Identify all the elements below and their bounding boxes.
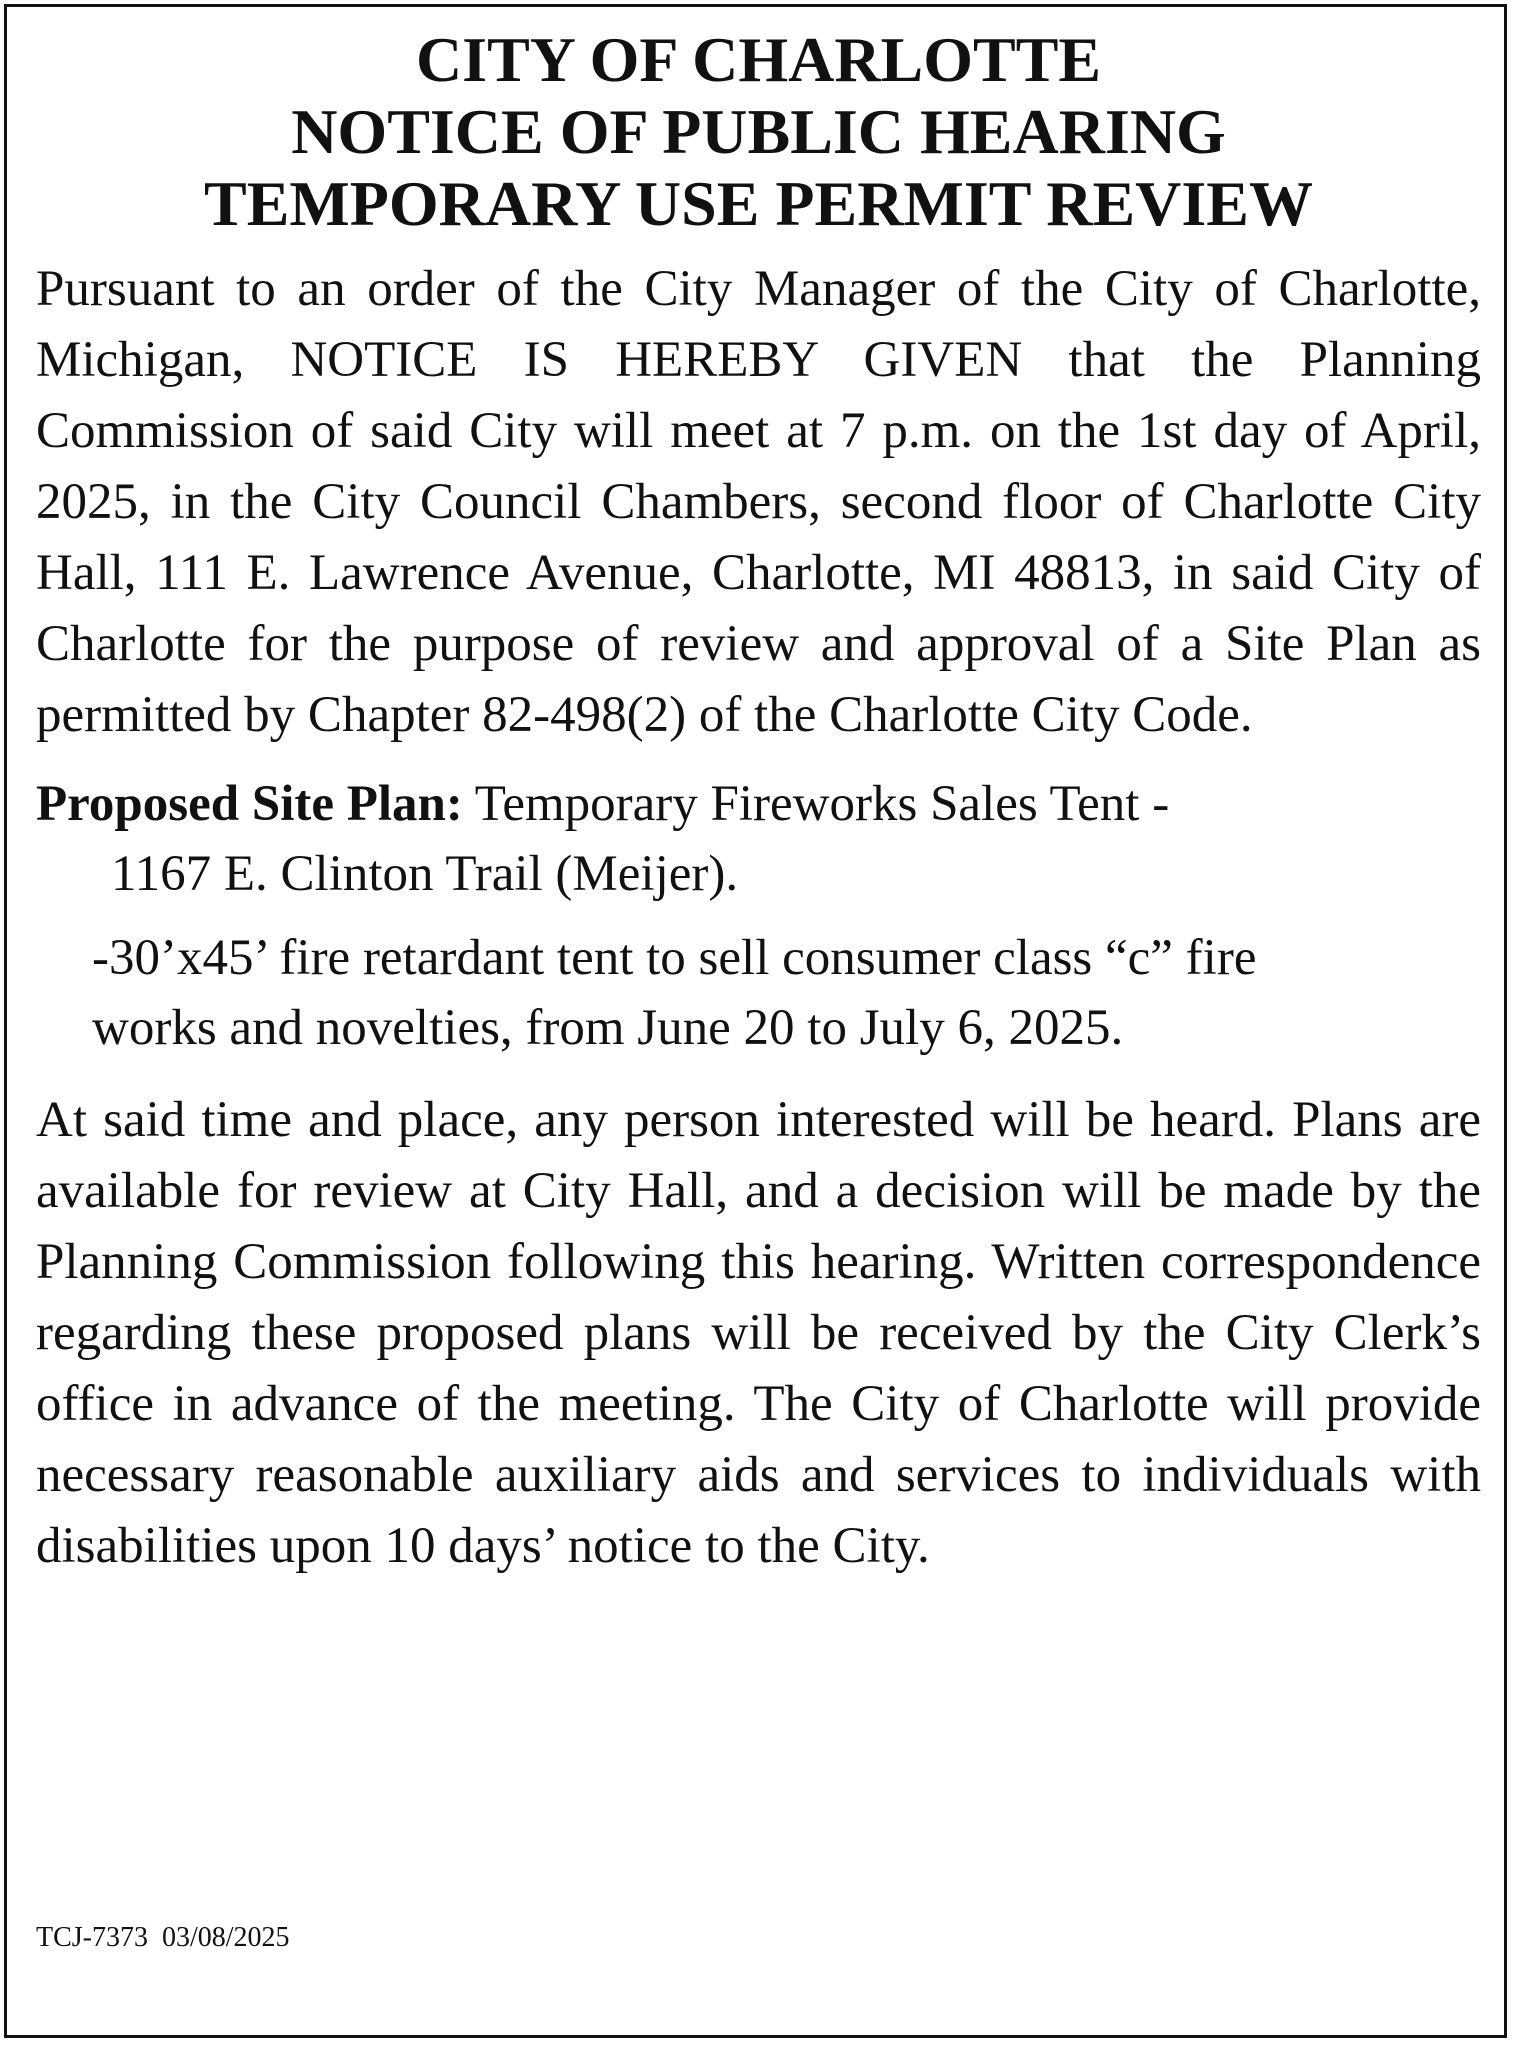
proposed-site-plan	[36, 769, 1481, 909]
intro-paragraph: Pursuant to an order of the City Manager of the City of Charlotte, Michigan, NOTICE IS HEREBY GIVEN that the Planning Commission of said City will meet at 7 p.m. on the 1st day of April, 2025, in the City Council Chambers, second floor of Charlotte City Hall, 111 E. Lawrence Avenue, Charlotte, MI 48813, in said City of Charlotte for the purpose of review and approval of a Site Plan as permitted by Chapter 82-498(2) of the Charlotte City Code.	[36, 261, 1481, 743]
plan-line-1	[36, 769, 1481, 839]
plan-detail	[36, 923, 1481, 1063]
plan-label: Proposed Site Plan:	[36, 776, 463, 832]
plan-address: 1167 E. Clinton Trail (Meijer).	[111, 846, 739, 902]
plan-detail-line-1: -30’x45’ fire retardant tent to sell consumer class “c” fire	[92, 930, 1257, 986]
notice-code: TCJ-7373 03/08/2025	[36, 1922, 290, 1953]
plan-detail-line-2: works and novelties, from June 20 to July 6, 2025.	[92, 1000, 1124, 1056]
notice-heading	[36, 24, 1481, 240]
heading-line-1: CITY OF CHARLOTTE	[415, 24, 1102, 95]
public-notice	[36, 24, 1481, 1600]
heading-line-2: NOTICE OF PUBLIC HEARING	[291, 96, 1226, 167]
closing-paragraph: At said time and place, any person interested will be heard. Plans are available for review at City Hall, and a decision will be made by the Planning Commission following this hearing. Written correspondence regarding these proposed plans will be received by the City Clerk’s office in advance of the meeting. The City of Charlotte will provide necessary reasonable auxiliary aids and services to individuals with disabilities upon 10 days’ notice to the City.	[36, 1092, 1481, 1574]
heading-line-3: TEMPORARY USE PERMIT REVIEW	[204, 168, 1313, 239]
plan-text: Temporary Fireworks Sales Tent -	[474, 776, 1170, 832]
